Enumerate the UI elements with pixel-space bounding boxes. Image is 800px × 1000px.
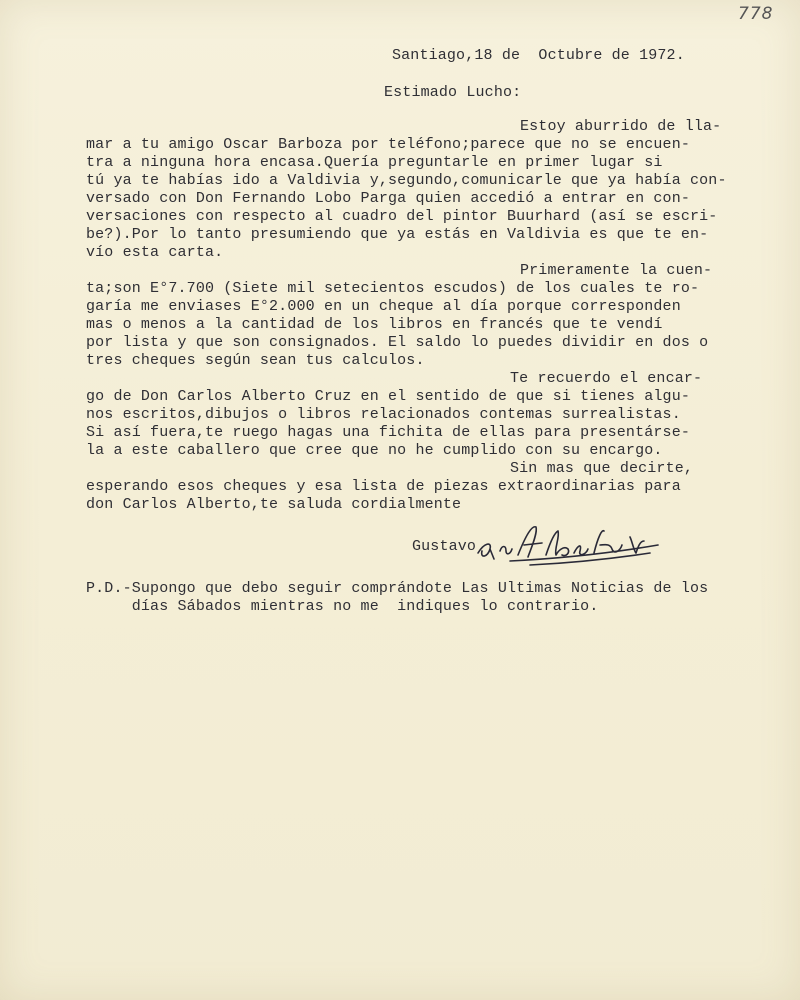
letter-date: Santiago,18 de Octubre de 1972. [392, 47, 685, 64]
handwritten-signature [470, 515, 670, 575]
paragraph1-line: versado con Don Fernando Lobo Parga quien accedió a entrar en con- [86, 190, 690, 207]
paragraph2-line: ta;son E°7.700 (Siete mil setecientos escudos) de los cuales te ro- [86, 280, 700, 297]
postscript-line: días Sábados mientras no me indiques lo contrario. [86, 598, 599, 615]
postscript-line: P.D.-Supongo que debo seguir comprándote Las Ultimas Noticias de los [86, 580, 709, 597]
paragraph2-line: garía me enviases E°2.000 en un cheque al día porque corresponden [86, 298, 681, 315]
paragraph3-line: Te recuerdo el encar- [510, 370, 703, 387]
paragraph1-line: Estoy aburrido de lla- [520, 118, 722, 135]
paragraph3-line: go de Don Carlos Alberto Cruz en el sentido de que si tienes algu- [86, 388, 690, 405]
salutation: Estimado Lucho: [384, 84, 522, 101]
paragraph2-line: Primeramente la cuen- [520, 262, 713, 279]
paragraph3-line: la a este caballero que cree que no he cumplido con su encargo. [86, 442, 663, 459]
closing-line: don Carlos Alberto,te saluda cordialmente [86, 496, 462, 513]
archive-number: 778 [738, 4, 774, 24]
paragraph3-line: nos escritos,dibujos o libros relacionados contemas surrealistas. [86, 406, 681, 423]
paragraph2-line: por lista y que son consignados. El saldo lo puedes dividir en dos o [86, 334, 709, 351]
closing-line: esperando esos cheques y esa lista de piezas extraordinarias para [86, 478, 681, 495]
paragraph1-line: tra a ninguna hora encasa.Quería preguntarle en primer lugar si [86, 154, 663, 171]
signature-name: Gustavo [412, 538, 477, 555]
paragraph2-line: tres cheques según sean tus calculos. [86, 352, 425, 369]
paragraph1-line: tú ya te habías ido a Valdivia y,segundo,comunicarle que ya había con- [86, 172, 727, 189]
closing-line: Sin mas que decirte, [510, 460, 694, 477]
paragraph1-line: be?).Por lo tanto presumiendo que ya estás en Valdivia es que te en- [86, 226, 709, 243]
paragraph1-line: mar a tu amigo Oscar Barboza por teléfono;parece que no se encuen- [86, 136, 690, 153]
paragraph1-line: versaciones con respecto al cuadro del pintor Buurhard (así se escri- [86, 208, 718, 225]
paragraph3-line: Si así fuera,te ruego hagas una fichita de ellas para presentárse- [86, 424, 690, 441]
paragraph2-line: mas o menos a la cantidad de los libros en francés que te vendí [86, 316, 663, 333]
paragraph1-line: vío esta carta. [86, 244, 224, 261]
